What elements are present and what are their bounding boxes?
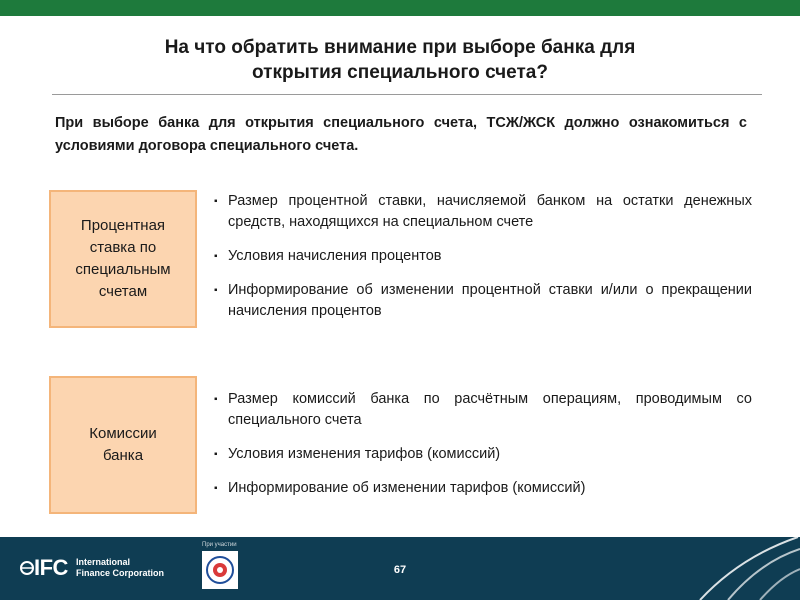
partner-emblem-icon [205, 555, 235, 585]
bullet-item: ▪ Размер комиссий банка по расчётным операциям, проводимым со специального счета [214, 389, 752, 431]
bank-fees-bullets [214, 389, 752, 512]
bank-fees-box [49, 376, 197, 514]
partner-logo [202, 551, 238, 589]
slide-title-line-2: открытия специального счета? [252, 62, 548, 83]
box-line: специальным [75, 261, 171, 278]
box-line: счетам [98, 283, 148, 300]
bullet-item: ▪ Информирование об изменении процентной ставки и/или о прекращении начисления процентов [214, 280, 752, 322]
footer-stripes-decoration [680, 537, 800, 600]
bullet-item: ▪ Размер процентной ставки, начисляемой банком на остатки денежных средств, находящихся на специальном счете [214, 191, 752, 233]
ifc-name [76, 557, 164, 579]
box-line: Комиссии [89, 425, 157, 442]
top-accent-bar [0, 0, 800, 16]
title-divider [52, 94, 762, 95]
partner-label: При участии [202, 542, 237, 548]
ifc-logo [20, 555, 164, 581]
intro-text: При выборе банка для открытия специального счета, ТСЖ/ЖСК должно ознакомиться с условиями договора специального счета. [55, 115, 747, 154]
ifc-globe-icon [20, 558, 34, 578]
interest-rate-box [49, 190, 197, 328]
box-line: банка [102, 447, 144, 464]
box-line: ставка по [89, 239, 157, 256]
ifc-name-line-2: Finance Corporation [75, 568, 164, 578]
bullet-item: ▪ Условия изменения тарифов (комиссий) [214, 444, 752, 465]
slide-title-line-1: На что обратить внимание при выборе банка для [164, 37, 636, 58]
bullet-item: ▪ Условия начисления процентов [214, 246, 752, 267]
page-number: 67 [393, 564, 407, 576]
ifc-mark: IFC [34, 555, 68, 580]
interest-rate-bullets [214, 191, 752, 335]
ifc-name-line-1: International [75, 557, 130, 567]
box-line: Процентная [80, 217, 166, 234]
slide-title [60, 35, 740, 85]
bullet-item: ▪ Информирование об изменении тарифов (комиссий) [214, 478, 752, 499]
